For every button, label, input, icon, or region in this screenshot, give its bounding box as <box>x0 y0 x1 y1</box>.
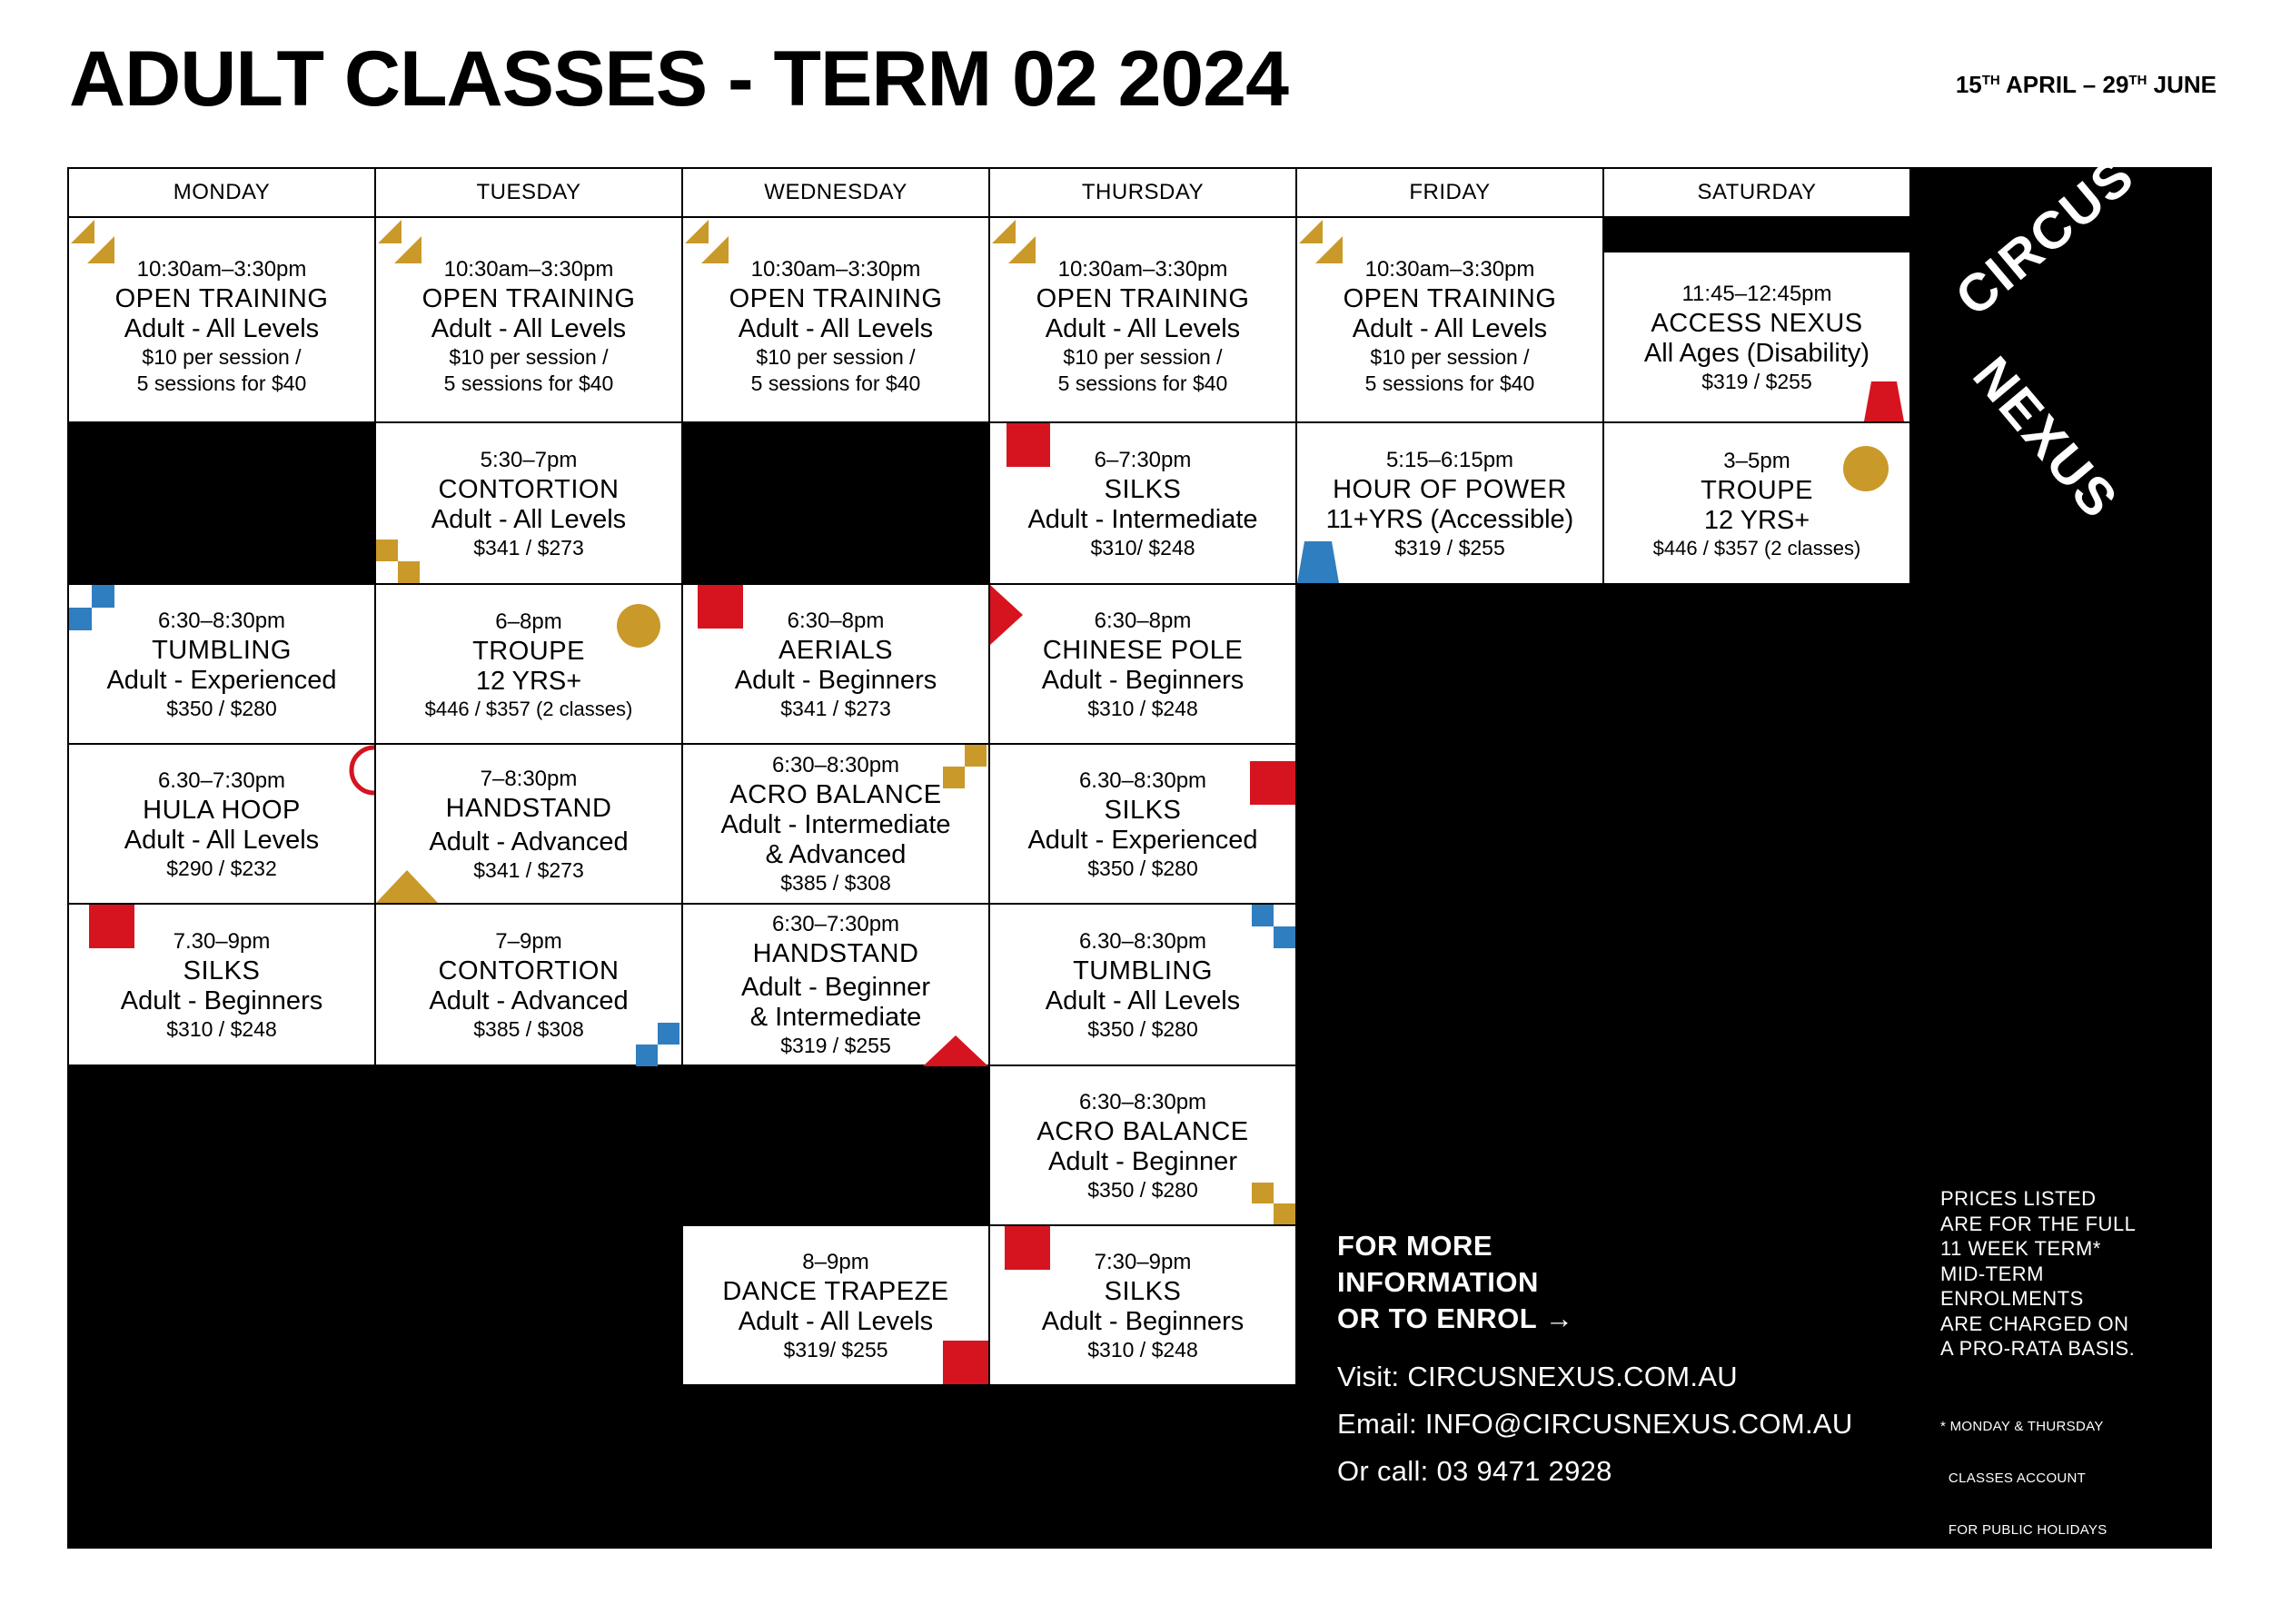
class-name: TROUPE <box>1701 475 1813 505</box>
class-time: 6:30–8:30pm <box>157 608 286 633</box>
class-time: 11:45–12:45pm <box>1681 281 1832 306</box>
class-time: 3–5pm <box>1723 448 1790 473</box>
contact-info <box>1337 1228 1853 1495</box>
class-time: 6:30–8pm <box>1094 608 1192 633</box>
class-price: 5 sessions for $40 <box>443 371 614 395</box>
class-level: All Ages (Disability) <box>1643 338 1870 368</box>
class-time: 8–9pm <box>802 1249 869 1274</box>
class-name: OPEN TRAINING <box>114 284 329 313</box>
end-suffix: TH <box>2128 73 2147 88</box>
note-line: PRICES LISTED <box>1940 1187 2097 1210</box>
class-level: Adult - All Levels <box>431 504 627 534</box>
phone-link[interactable]: Or call: 03 9471 2928 <box>1337 1455 1612 1487</box>
class-level: Adult - All Levels <box>738 314 934 343</box>
note-line: MID-TERM <box>1940 1262 2044 1285</box>
class-price: $446 / $357 (2 classes) <box>424 697 633 720</box>
class-time: 10:30am–3:30pm <box>1057 257 1228 282</box>
class-level: Adult - Experienced <box>1027 825 1258 855</box>
day-header-friday: FRIDAY <box>1295 167 1604 218</box>
gold-triangles-icon <box>71 220 118 267</box>
class-time: 7–8:30pm <box>480 766 578 791</box>
end-month: JUNE <box>2153 71 2216 98</box>
class-card <box>988 583 1297 745</box>
term-dates <box>1956 71 2216 99</box>
class-time: 6–7:30pm <box>1094 447 1192 472</box>
class-level: Adult - All Levels <box>124 825 320 855</box>
blue-checker-icon <box>69 585 114 630</box>
class-price: $350 / $280 <box>1087 1177 1198 1202</box>
blue-checker-icon <box>1252 905 1295 948</box>
day-header-monday: MONDAY <box>67 167 376 218</box>
class-name: HULA HOOP <box>143 795 301 825</box>
class-price: $310 / $248 <box>1087 696 1198 720</box>
red-square-icon <box>1005 1226 1050 1270</box>
logo-word-nexus: NEXUS <box>1961 345 2130 530</box>
class-time: 10:30am–3:30pm <box>443 257 614 282</box>
blue-checker-icon <box>636 1023 679 1066</box>
cta-line: FOR MORE <box>1337 1230 1493 1262</box>
class-name: TUMBLING <box>152 635 292 665</box>
class-name: CONTORTION <box>438 956 620 985</box>
gold-triangle-icon <box>376 870 438 903</box>
class-name: TUMBLING <box>1073 956 1213 985</box>
class-level: 11+YRS (Accessible) <box>1325 504 1574 534</box>
class-price: $341 / $273 <box>473 857 584 882</box>
class-level: Adult - Beginner <box>741 973 930 1002</box>
class-name: OPEN TRAINING <box>1343 284 1557 313</box>
class-level: & Intermediate <box>749 1003 922 1032</box>
gold-triangles-icon <box>992 220 1039 267</box>
class-time: 6:30–8:30pm <box>1078 1089 1207 1114</box>
class-time: 5:30–7pm <box>480 447 578 472</box>
footnote-line: CLASSES ACCOUNT <box>1940 1470 2087 1486</box>
end-day: 29 <box>2102 71 2129 98</box>
class-price: $446 / $357 (2 classes) <box>1652 536 1861 559</box>
gold-circle-icon <box>616 603 661 649</box>
day-header-thursday: THURSDAY <box>988 167 1297 218</box>
class-level: Adult - Beginner <box>1048 1146 1237 1176</box>
class-price: $319/ $255 <box>783 1337 888 1362</box>
class-name: ACRO BALANCE <box>729 780 942 809</box>
note-line: 11 WEEK TERM* <box>1940 1237 2101 1260</box>
red-square-icon <box>943 1341 988 1384</box>
class-price: $310/ $248 <box>1090 535 1195 559</box>
class-price: $10 per session / <box>1370 345 1530 369</box>
gold-triangles-icon <box>1299 220 1346 267</box>
class-level: Adult - Advanced <box>429 985 629 1015</box>
note-line: ARE CHARGED ON <box>1940 1312 2129 1335</box>
class-level: & Advanced <box>765 840 907 869</box>
class-name: HANDSTAND <box>445 793 612 823</box>
cta-line: INFORMATION <box>1337 1266 1539 1298</box>
class-name: ACCESS NEXUS <box>1651 308 1863 338</box>
class-name: OPEN TRAINING <box>729 284 943 313</box>
red-square-icon <box>1007 423 1050 467</box>
date-separator: – <box>2082 71 2097 98</box>
class-time: 6:30–7:30pm <box>771 912 900 936</box>
updated-date: UPDATED 15.04.24 <box>1944 1601 2121 1623</box>
class-price: $319 / $255 <box>1701 369 1812 393</box>
pricing-notes <box>1940 1186 2136 1624</box>
class-card <box>1295 421 1604 585</box>
day-header-wednesday: WEDNESDAY <box>681 167 990 218</box>
class-time: 7:30–9pm <box>1094 1249 1192 1274</box>
gold-triangles-icon <box>378 220 425 267</box>
class-price: $385 / $308 <box>473 1016 584 1041</box>
class-price: 5 sessions for $40 <box>1057 371 1228 395</box>
class-level: Adult - Intermediate <box>720 810 951 839</box>
blue-trapezoid-icon <box>1297 541 1339 583</box>
class-name: SILKS <box>1104 1276 1182 1306</box>
class-name: SILKS <box>1104 795 1182 825</box>
class-time: 6.30–8:30pm <box>1078 928 1207 954</box>
gold-checker-icon <box>1252 1183 1295 1224</box>
day-header-tuesday: TUESDAY <box>374 167 683 218</box>
class-price: $10 per session / <box>142 345 302 369</box>
start-suffix: TH <box>1981 73 2000 88</box>
class-time: 10:30am–3:30pm <box>136 257 307 282</box>
class-level: Adult - All Levels <box>1352 314 1548 343</box>
class-level: Adult - Beginners <box>1041 1306 1245 1336</box>
red-square-icon <box>89 905 134 948</box>
class-level: 12 YRS+ <box>1703 505 1810 535</box>
red-square-icon <box>698 585 743 629</box>
class-price: $319 / $255 <box>1394 535 1505 559</box>
website-link[interactable]: Visit: CIRCUSNEXUS.COM.AU <box>1337 1361 1738 1392</box>
class-price: $10 per session / <box>756 345 916 369</box>
class-time: 6.30–8:30pm <box>1078 767 1207 793</box>
class-time: 6:30–8pm <box>787 608 885 633</box>
red-square-icon <box>1250 761 1295 805</box>
email-link[interactable]: Email: INFO@CIRCUSNEXUS.COM.AU <box>1337 1408 1853 1440</box>
class-time: 7–9pm <box>495 928 562 954</box>
circus-nexus-logo <box>1908 145 2235 536</box>
class-name: ACRO BALANCE <box>1036 1116 1249 1146</box>
class-name: CONTORTION <box>438 474 620 504</box>
class-name: DANCE TRAPEZE <box>722 1276 949 1306</box>
class-level: Adult - All Levels <box>738 1306 934 1336</box>
cta-line: OR TO ENROL → <box>1337 1302 1574 1334</box>
class-name: SILKS <box>1104 474 1182 504</box>
class-price: $385 / $308 <box>780 871 891 895</box>
class-name: CHINESE POLE <box>1042 635 1244 665</box>
gold-triangles-icon <box>685 220 732 267</box>
class-price: $10 per session / <box>1063 345 1223 369</box>
footnote-line: FOR PUBLIC HOLIDAYS <box>1940 1521 2107 1538</box>
class-price: $341 / $273 <box>780 696 891 720</box>
class-price: $10 per session / <box>449 345 609 369</box>
class-price: $341 / $273 <box>473 535 584 559</box>
class-name: OPEN TRAINING <box>1036 284 1250 313</box>
class-level: Adult - Advanced <box>429 827 629 857</box>
class-price: 5 sessions for $40 <box>136 371 307 395</box>
class-name: TROUPE <box>472 636 585 666</box>
class-name: SILKS <box>183 956 261 985</box>
class-card <box>988 1065 1297 1226</box>
red-triangle-icon <box>990 585 1023 645</box>
class-time: 6:30–8:30pm <box>771 753 900 777</box>
note-line: A PRO-RATA BASIS. <box>1940 1337 2136 1360</box>
note-line: ENROLMENTS <box>1940 1287 2084 1310</box>
class-time: 10:30am–3:30pm <box>1364 257 1535 282</box>
gold-checker-icon <box>943 745 987 788</box>
red-trapezoid-icon <box>1864 381 1904 421</box>
class-time: 7.30–9pm <box>173 928 271 954</box>
class-name: HANDSTAND <box>752 939 919 968</box>
footnote-line: * MONDAY & THURSDAY <box>1940 1418 2104 1434</box>
gold-checker-icon <box>376 540 420 583</box>
class-level: Adult - Intermediate <box>1027 504 1258 534</box>
class-price: $350 / $280 <box>166 696 277 720</box>
red-ring-icon <box>347 745 374 796</box>
class-price: 5 sessions for $40 <box>1364 371 1535 395</box>
class-level: Adult - Beginners <box>734 665 937 695</box>
gold-circle-icon <box>1842 445 1889 492</box>
day-header-saturday: SATURDAY <box>1602 167 1911 218</box>
class-price: 5 sessions for $40 <box>750 371 921 395</box>
class-card <box>374 421 683 585</box>
class-card <box>67 743 376 905</box>
class-level: Adult - All Levels <box>124 314 320 343</box>
start-month: APRIL <box>2006 71 2077 98</box>
enrol-call-to-action <box>1337 1228 1853 1337</box>
class-price: $310 / $248 <box>1087 1337 1198 1362</box>
class-level: Adult - All Levels <box>431 314 627 343</box>
class-time: 10:30am–3:30pm <box>750 257 921 282</box>
class-level: Adult - Experienced <box>106 665 337 695</box>
page-title: ADULT CLASSES - TERM 02 2024 <box>69 35 1288 123</box>
logo-word-circus: CIRCUS <box>1944 145 2146 328</box>
class-price: $350 / $280 <box>1087 856 1198 880</box>
start-day: 15 <box>1955 71 1982 98</box>
note-line: ARE FOR THE FULL <box>1940 1212 2137 1235</box>
red-triangle-icon <box>923 1035 988 1066</box>
class-price: $350 / $280 <box>1087 1016 1198 1041</box>
class-level: Adult - Beginners <box>1041 665 1245 695</box>
class-level: 12 YRS+ <box>475 666 582 696</box>
class-price: $290 / $232 <box>166 856 277 880</box>
class-price: $319 / $255 <box>780 1034 891 1057</box>
class-name: OPEN TRAINING <box>421 284 636 313</box>
class-level: Adult - All Levels <box>1045 985 1241 1015</box>
class-card <box>988 903 1297 1066</box>
class-name: AERIALS <box>778 635 893 665</box>
class-level: Adult - All Levels <box>1045 314 1241 343</box>
class-time: 6–8pm <box>495 609 562 634</box>
class-price: $310 / $248 <box>166 1016 277 1041</box>
class-time: 6.30–7:30pm <box>157 767 286 793</box>
class-level: Adult - Beginners <box>120 985 323 1015</box>
class-name: HOUR OF POWER <box>1333 474 1567 504</box>
class-time: 5:15–6:15pm <box>1385 447 1514 472</box>
